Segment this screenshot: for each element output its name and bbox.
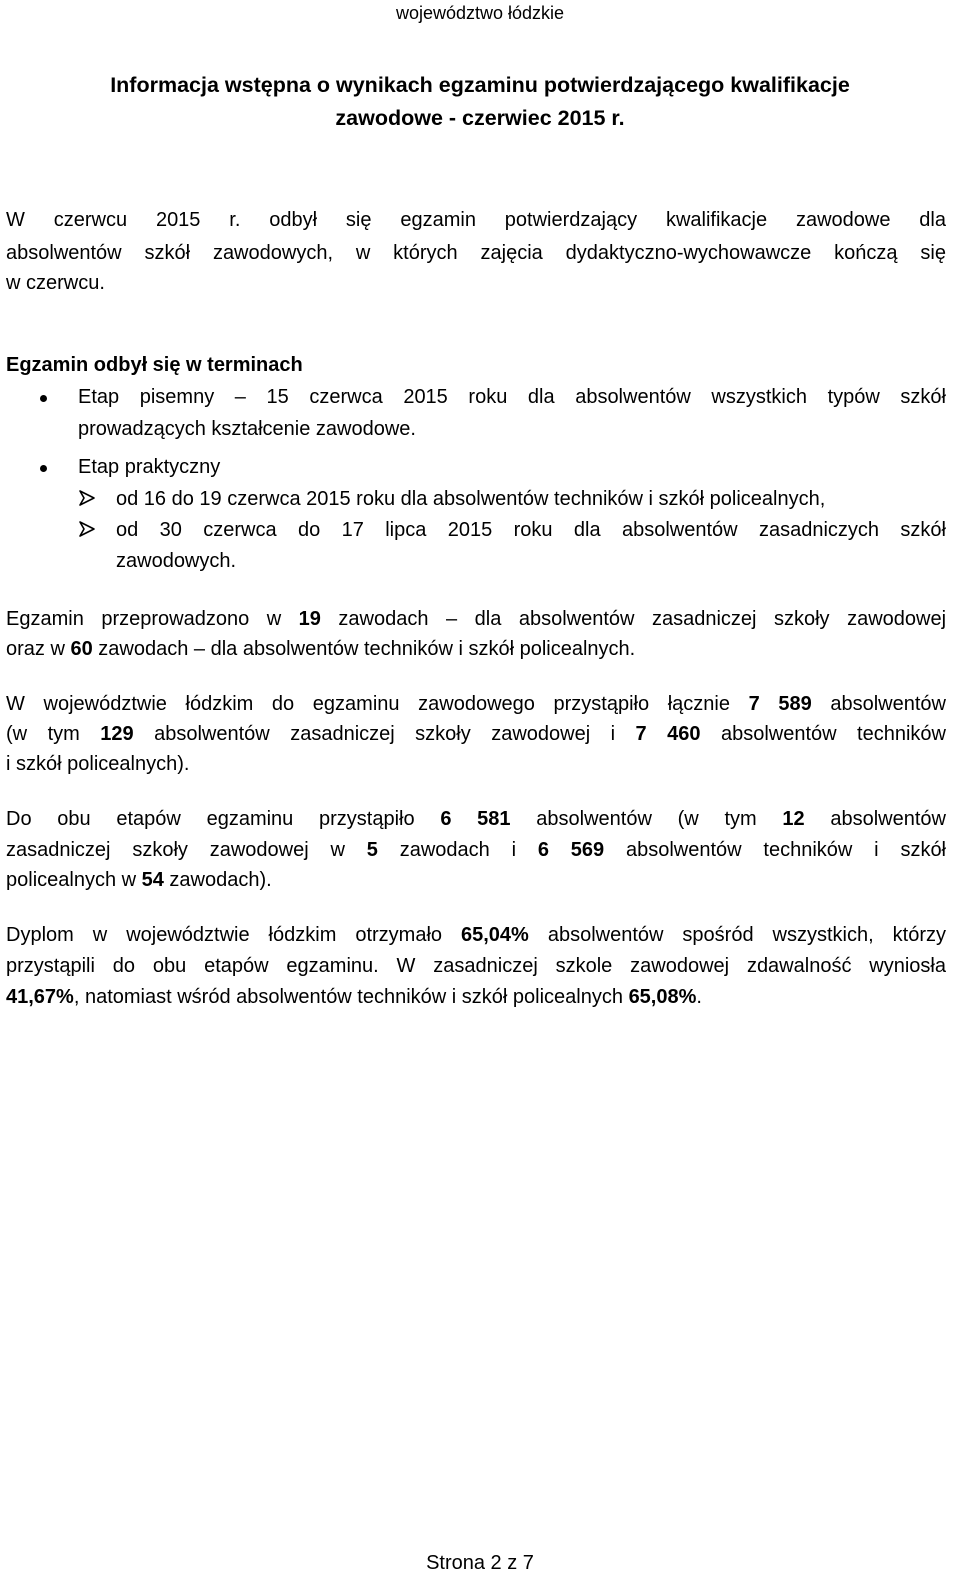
document-title <box>0 69 960 135</box>
terms-heading: Egzamin odbył się w terminach <box>6 354 303 376</box>
practical-stage-label: Etap praktyczny <box>78 456 221 478</box>
intro-line-3: w czerwcu. <box>6 272 105 294</box>
both-line-3: policealnych w 54 zawodach). <box>6 869 272 891</box>
practical-sub-2-line-1: od 30 czerwca do 17 lipca 2015 roku dla absolwentów zasadniczych szkół <box>116 519 946 541</box>
written-stage-line-1: Etap pisemny – 15 czerwca 2015 roku dla absolwentów wszystkich typów szkół <box>78 386 946 408</box>
diploma-line-3: 41,67%, natomiast wśród absolwentów techników i szkół policealnych 65,08%. <box>6 986 702 1008</box>
bullet-icon <box>40 395 47 402</box>
count-line-1: W województwie łódzkim do egzaminu zawodowego przystąpiło łącznie 7 589 absolwentów <box>6 693 946 715</box>
written-stage-line-2: prowadzących kształcenie zawodowe. <box>78 418 416 440</box>
diploma-line-2: przystąpili do obu etapów egzaminu. W zasadniczej szkole zawodowej zdawalność wyniosła <box>6 955 946 977</box>
places-line-2: oraz w 60 zawodach – dla absolwentów techników i szkół policealnych. <box>6 638 636 660</box>
title-line-1: Informacja wstępna o wynikach egzaminu potwierdzającego kwalifikacje <box>110 73 850 97</box>
diploma-line-1: Dyplom w województwie łódzkim otrzymało 65,04% absolwentów spośród wszystkich, którzy <box>6 924 946 946</box>
practical-sub-2-line-2: zawodowych. <box>116 550 237 572</box>
count-line-3: i szkół policealnych). <box>6 753 190 775</box>
practical-sub-1: od 16 do 19 czerwca 2015 roku dla absolwentów techników i szkół policealnych, <box>116 488 826 510</box>
page-number: Strona 2 z 7 <box>426 1552 534 1574</box>
intro-line-2: absolwentów szkół zawodowych, w których zajęcia dydaktyczno-wychowawcze kończą się <box>6 242 946 264</box>
title-line-2: zawodowe - czerwiec 2015 r. <box>335 106 625 130</box>
arrow-bullet-icon <box>78 489 96 507</box>
both-line-1: Do obu etapów egzaminu przystąpiło 6 581 absolwentów (w tym 12 absolwentów <box>6 808 946 830</box>
bullet-icon <box>40 465 47 472</box>
both-line-2: zasadniczej szkoły zawodowej w 5 zawodach i 6 569 absolwentów techników i szkół <box>6 839 947 861</box>
intro-line-1: W czerwcu 2015 r. odbył się egzamin potwierdzający kwalifikacje zawodowe dla <box>6 209 946 231</box>
count-line-2: (w tym 129 absolwentów zasadniczej szkoły zawodowej i 7 460 absolwentów techników <box>6 723 946 745</box>
places-line-1: Egzamin przeprowadzono w 19 zawodach – dla absolwentów zasadniczej szkoły zawodowej <box>6 608 947 630</box>
page-header: województwo łódzkie <box>395 3 565 23</box>
arrow-bullet-icon <box>78 520 96 538</box>
